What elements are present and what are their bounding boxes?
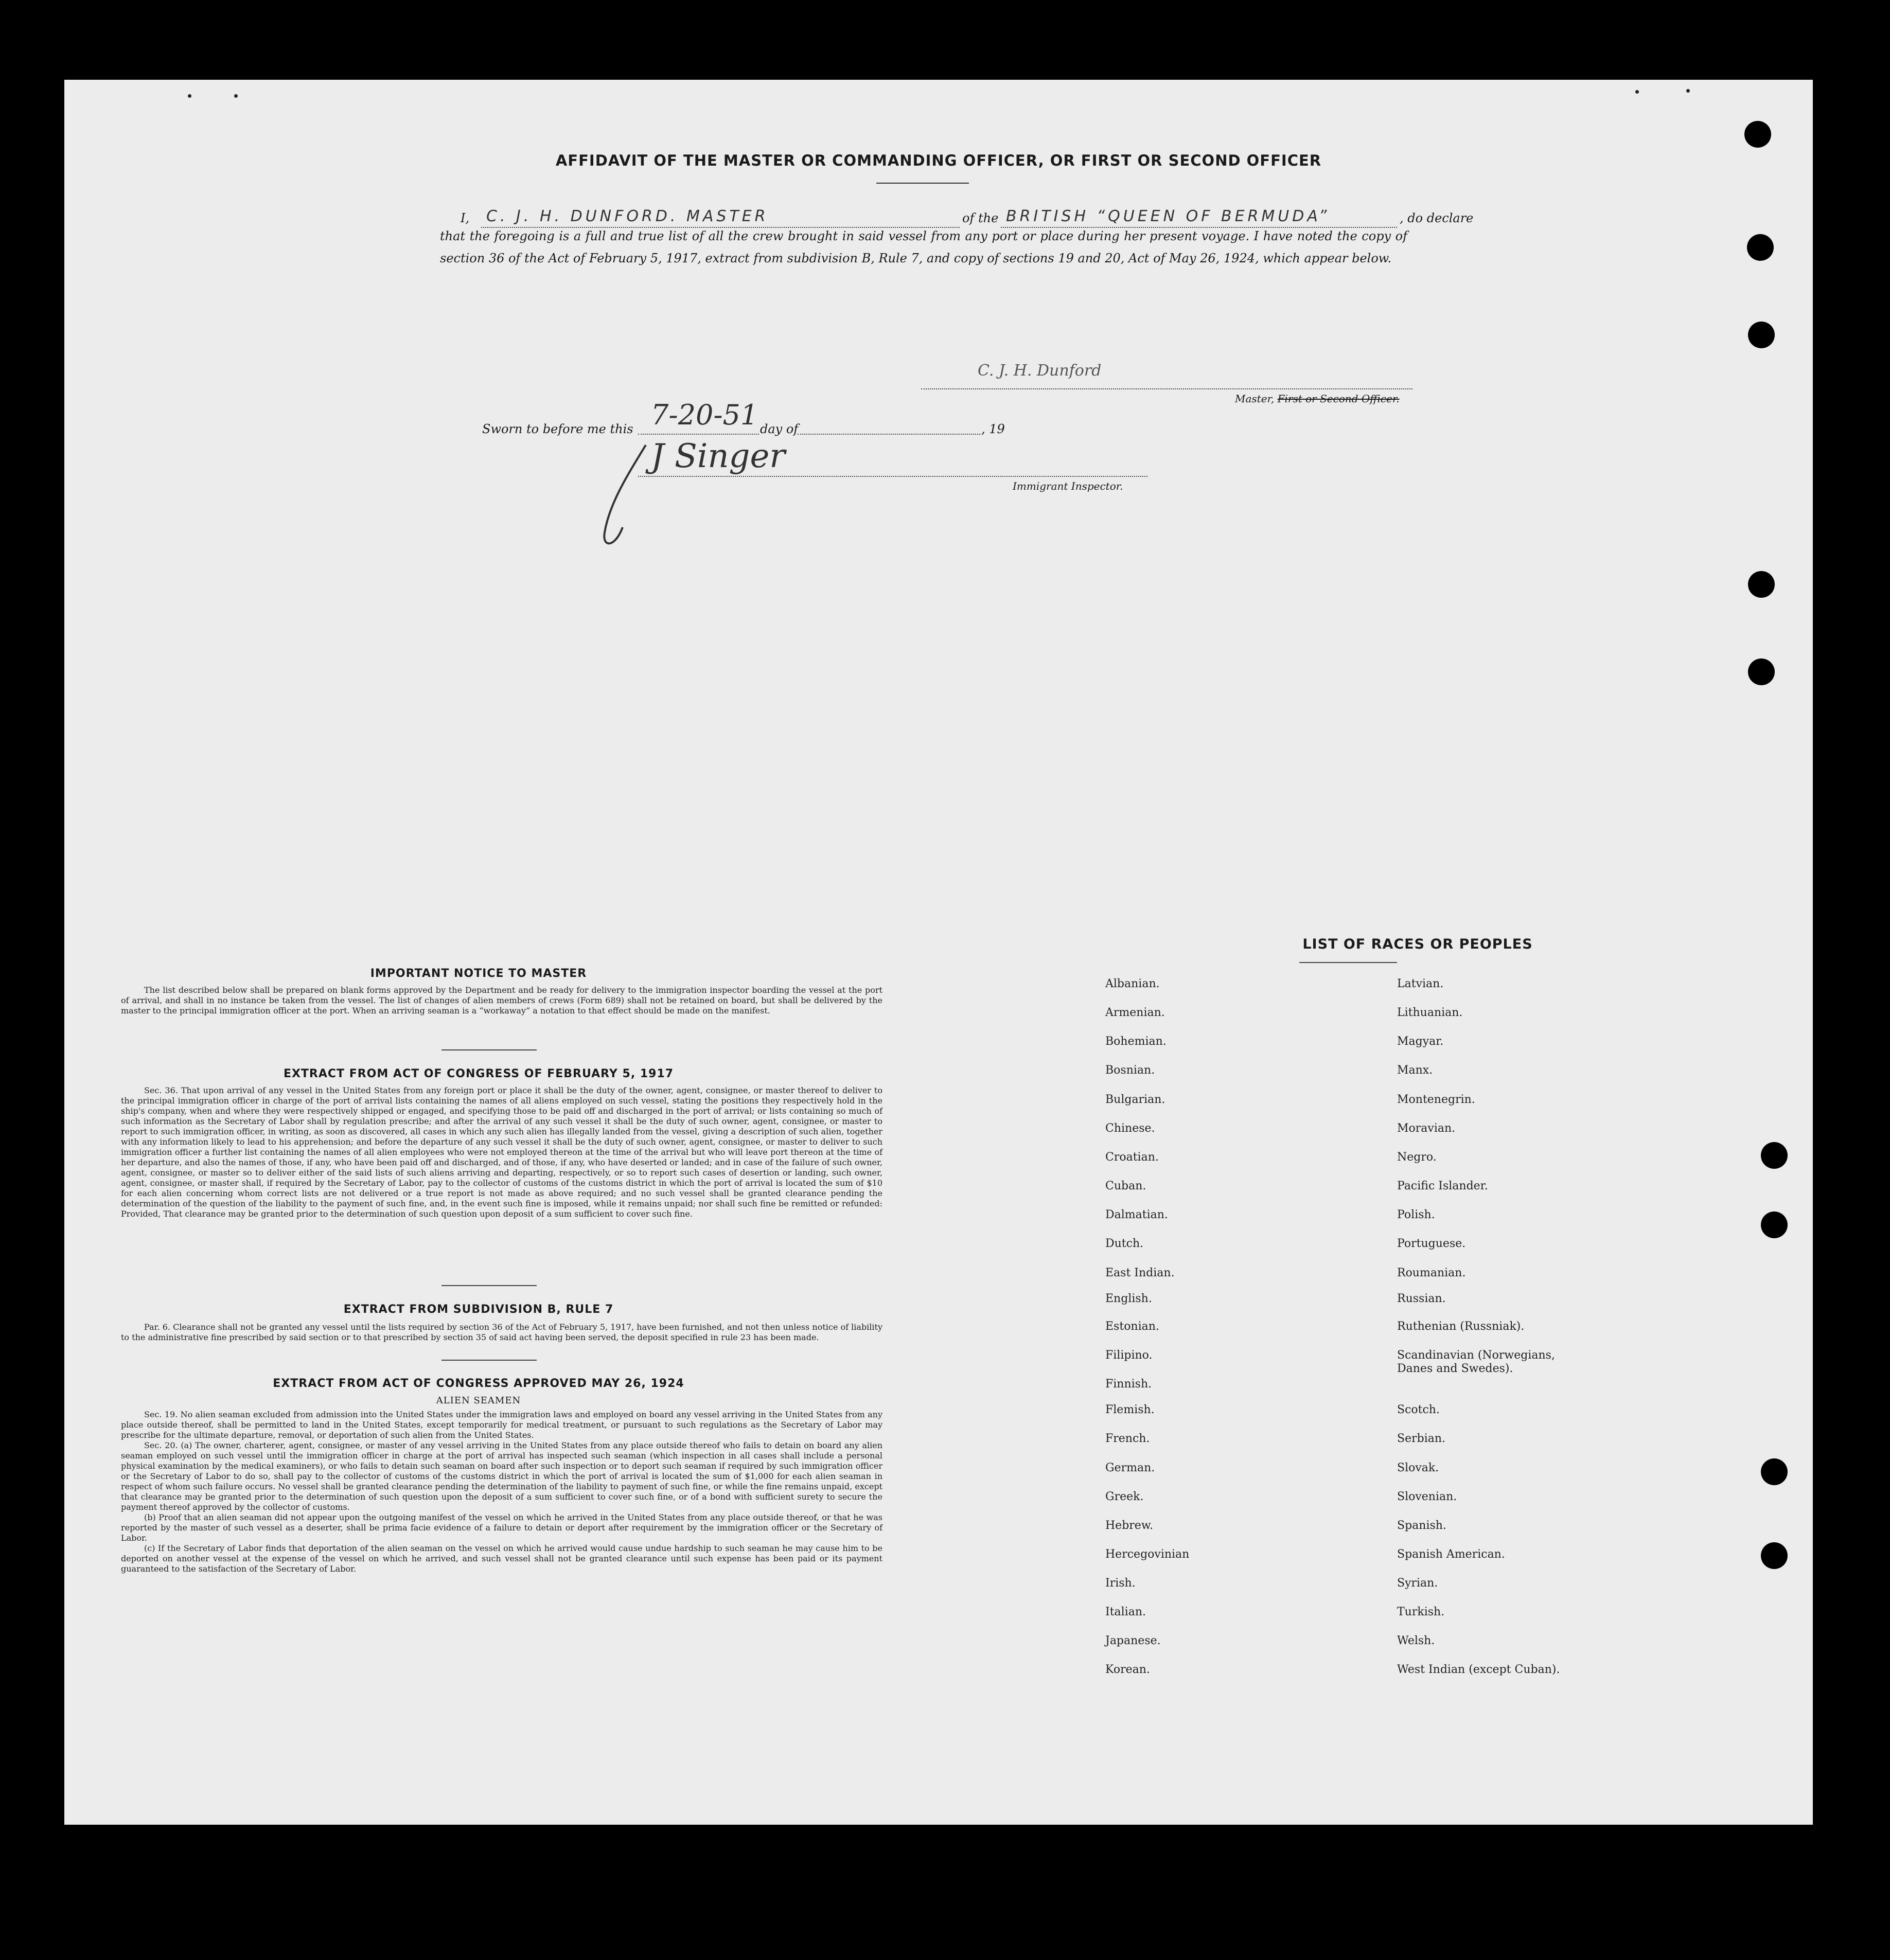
race-item: Roumanian.: [1397, 1267, 1466, 1279]
punch-hole: [1748, 322, 1775, 348]
punch-hole: [1747, 234, 1774, 261]
race-item: Ruthenian (Russniak).: [1397, 1320, 1525, 1333]
vessel-name-handwritten: BRITISH “QUEEN OF BERMUDA”: [1006, 207, 1330, 225]
race-item: English.: [1105, 1292, 1152, 1305]
rule-7-block: [121, 1322, 882, 1343]
notice-text-block: [121, 985, 882, 1016]
race-item: German.: [1105, 1462, 1155, 1474]
act-1924-sec-20b: (b) Proof that an alien seaman did not appear upon the outgoing manifest of the vessel on which he arrived in the United States from any place outside thereof, or that he was reported by the master of such vessel as a deserter, shall be prima facie evidence of a failure to detain or deport after requirement by the immigration officer or the Secretary of Labor.: [121, 1512, 882, 1543]
section-rule: [441, 1049, 537, 1050]
punch-hole: [1748, 571, 1775, 598]
inspector-caption: Immigrant Inspector.: [1013, 480, 1123, 492]
race-item: Lithuanian.: [1397, 1006, 1463, 1019]
race-item: Serbian.: [1397, 1432, 1446, 1445]
rule-7-text: Par. 6. Clearance shall not be granted any vessel until the lists required by section 36 of the Act of February 5, 1917, have been furnished, and not then unless notice of liability to the administrative fine prescribed by said section or to that prescribed by section 35 of said act having been served, the deposit specified in rule 23 has been made.: [121, 1322, 882, 1342]
day-of-label: day of: [760, 422, 799, 436]
sworn-date-handwritten: 7-20-51: [651, 399, 758, 431]
master-caption-struck: First or Second Officer.: [1277, 393, 1400, 405]
master-name-handwritten: C. J. H. DUNFORD. MASTER: [486, 207, 769, 225]
of-the-label: of the: [962, 211, 999, 225]
i-label: I,: [461, 211, 470, 225]
section-rule: [441, 1360, 537, 1361]
race-item: Scotch.: [1397, 1403, 1440, 1416]
race-item: East Indian.: [1105, 1267, 1175, 1279]
race-item: Cuban.: [1105, 1180, 1146, 1192]
rule-7-heading: EXTRACT FROM SUBDIVISION B, RULE 7: [343, 1303, 614, 1316]
signature-flourish: [594, 440, 651, 553]
speck: [188, 94, 191, 98]
race-item: Japanese.: [1105, 1634, 1161, 1647]
race-item: Magyar.: [1397, 1035, 1444, 1048]
race-item: Flemish.: [1105, 1403, 1155, 1416]
race-item: Syrian.: [1397, 1577, 1438, 1590]
sworn-label: Sworn to before me this: [482, 422, 633, 436]
race-item: Dutch.: [1105, 1237, 1144, 1250]
act-1924-heading: EXTRACT FROM ACT OF CONGRESS APPROVED MAY 26, 1924: [273, 1377, 684, 1390]
race-item: Finnish.: [1105, 1378, 1152, 1391]
race-item: French.: [1105, 1432, 1150, 1445]
race-item: Croatian.: [1105, 1151, 1159, 1164]
race-item: Latvian.: [1397, 977, 1444, 990]
sworn-date-field: [638, 399, 759, 435]
race-item: West Indian (except Cuban).: [1397, 1663, 1560, 1676]
act-1924-block: [121, 1410, 882, 1574]
inspector-signature-line: [638, 437, 1147, 477]
master-signature-line: [921, 358, 1412, 389]
declaration-text: that the foregoing is a full and true list of all the crew brought in said vessel from any port or place during her present voyage. I have noted the copy of section 36 of the Act of February 5, 1917, extract from subdivision B, Rule 7, and copy of sections 19 and 20, Act of May 26, 1924, which appear below.: [440, 229, 1407, 265]
race-item: Bosnian.: [1105, 1064, 1155, 1077]
race-item: Slovenian.: [1397, 1490, 1457, 1503]
race-item: Negro.: [1397, 1151, 1437, 1164]
act-1924-sec-19: Sec. 19. No alien seaman excluded from admission into the United States under the immigration laws and employed on board any vessel arriving in the United States from any place outside thereof, shall be permitted to land in the United States, except temporarily for medical treatment, or pursuant to such regulations as the Secretary of Labor may prescribe for the ultimate departure, removal, or deportation of such alien from the United States.: [121, 1410, 882, 1440]
master-name-field: [481, 207, 960, 228]
race-item: Hercegovinian: [1105, 1548, 1190, 1561]
speck: [234, 94, 238, 98]
act-1917-text: Sec. 36. That upon arrival of any vessel in the United States from any foreign port or place it shall be the duty of the owner, agent, consignee, or master thereof to deliver to the principal immigration officer in charge of the port of arrival lists containing the names of all aliens employed on such vessel, stating the positions they respectively hold in the ship's company, when and where they were respectively shipped or engaged, and specifying those to be paid off and discharged in the port of arrival; or lists containing so much of such information as the Secretary of Labor shall by regulation prescribe; and after the arrival of any such vessel it shall be the duty of such owner, agent, consignee, or master to report to such immigration officer, in writing, as soon as discovered, all cases in which any such alien has illegally landed from the vessel, giving a description of such alien, together with any information likely to lead to his apprehension; and before the departure of any such vessel it shall be the duty of such owner, agent, consignee, or master to deliver to such immigration officer a further list containing the names of all alien employees who were not employed thereon at the time of the arrival but who will leave port thereon at the time of her departure, and also the names of those, if any, who have been paid off and discharged, and of those, if any, who have deserted or landed; and in case of the failure of such owner, agent, consignee, or master so to deliver either of the said lists of such aliens arriving and departing, respectively, or so to report such cases of desertion or landing, such owner, agent, consignee, or master shall, if required by the Secretary of Labor, pay to the collector of customs of the customs district in which the port of arrival is located the sum of $10 for each alien concerning whom correct lists are not delivered or a true report is not made as above required; and no such vessel shall be granted clearance pending the determination of the question of the liability to the payment of such fine, and, in the event such fine is imposed, while it remains unpaid; nor shall such fine be remitted or refunded: Provided, That clearance may be granted prior to the determination of such question upon deposit of a sum sufficient to cover such fine.: [121, 1085, 882, 1219]
act-1917-heading: EXTRACT FROM ACT OF CONGRESS OF FEBRUARY 5, 1917: [283, 1067, 674, 1080]
act-1924-sec-20a: Sec. 20. (a) The owner, charterer, agent, consignee, or master of any vessel arriving in the United States from any place outside thereof who fails to detain on board any alien seaman employed on such vessel until the immigration officer in charge at the port of arrival has inspected such seaman (which inspection in all cases shall include a personal physical examination by the medical examiners), or who fails to detain such seaman on board after such inspection or to deport such seaman if required by such immigration officer or the Secretary of Labor to do so, shall pay to the collector of customs of the customs district in which the port of arrival is located the sum of $1,000 for each alien seaman in respect of whom such failure occurs. No vessel shall be granted clearance pending the determination of the liability to payment of such fine, or while the fine remains unpaid, except that clearance may be granted prior to the determination of such question upon the deposit of a sum sufficient to cover such fine, or of a bond with sufficient surety to secure the payment thereof approved by the collector of customs.: [121, 1440, 882, 1512]
punch-hole: [1761, 1542, 1788, 1569]
race-item: Chinese.: [1105, 1122, 1155, 1135]
race-item: Greek.: [1105, 1490, 1144, 1503]
notice-heading: IMPORTANT NOTICE TO MASTER: [370, 967, 587, 980]
race-item: Bulgarian.: [1105, 1093, 1165, 1106]
act-1924-subheading: ALIEN SEAMEN: [436, 1395, 521, 1406]
race-item: Bohemian.: [1105, 1035, 1167, 1048]
race-item: Moravian.: [1397, 1122, 1456, 1135]
master-caption: [1235, 393, 1400, 405]
notice-text: The list described below shall be prepared on blank forms approved by the Department and be ready for delivery to the immigration inspector boarding the vessel at the port of arrival, and shall in no instance be taken from the vessel. The list of changes of alien members of crews (Form 689) shall not be retained on board, but shall be delivered by the master to the principal immigration officer at the port. When an arriving seaman is a “workaway” a notation to that effect should be made on the manifest.: [121, 985, 882, 1015]
race-item: Russian.: [1397, 1292, 1446, 1305]
race-item: Albanian.: [1105, 977, 1160, 990]
race-item: Montenegrin.: [1397, 1093, 1475, 1106]
race-item: Dalmatian.: [1105, 1208, 1168, 1221]
race-item: Irish.: [1105, 1577, 1136, 1590]
race-item: Spanish American.: [1397, 1548, 1505, 1561]
race-item: Polish.: [1397, 1208, 1435, 1221]
speck: [1686, 89, 1690, 93]
race-item: Turkish.: [1397, 1606, 1445, 1618]
punch-hole: [1761, 1458, 1788, 1485]
vessel-name-field: [1001, 207, 1397, 228]
race-item: Welsh.: [1397, 1634, 1435, 1647]
year-label: , 19: [981, 422, 1005, 436]
race-item: Portuguese.: [1397, 1237, 1466, 1250]
do-declare-label: , do declare: [1400, 211, 1474, 225]
punch-hole: [1761, 1211, 1788, 1238]
race-item: Spanish.: [1397, 1519, 1446, 1532]
master-signature: C. J. H. Dunford: [978, 362, 1102, 380]
document-sheet: [64, 80, 1813, 1825]
race-item: Manx.: [1397, 1064, 1433, 1077]
speck: [1635, 90, 1639, 94]
inspector-signature: J Singer: [651, 437, 785, 475]
races-heading: LIST OF RACES OR PEOPLES: [1302, 936, 1533, 952]
punch-hole: [1748, 658, 1775, 685]
race-item: Korean.: [1105, 1663, 1150, 1676]
act-1917-block: [121, 1085, 882, 1219]
race-item: Armenian.: [1105, 1006, 1165, 1019]
race-item: Italian.: [1105, 1606, 1146, 1618]
race-item: Filipino.: [1105, 1349, 1153, 1362]
title-rule: [876, 183, 969, 184]
month-field: [798, 419, 980, 435]
master-caption-master: Master,: [1235, 393, 1275, 405]
punch-hole: [1761, 1142, 1788, 1169]
race-item: Pacific Islander.: [1397, 1180, 1488, 1192]
affidavit-title: AFFIDAVIT OF THE MASTER OR COMMANDING OFFICER, OR FIRST OR SECOND OFFICER: [555, 152, 1322, 169]
act-1924-sec-20c: (c) If the Secretary of Labor finds that deportation of the alien seaman on the vessel on which he arrived would cause undue hardship to such seaman he may cause him to be deported on another vessel at the expense of the vessel on which he arrived, and such vessel shall not be granted clearance until such expense has been paid or its payment guaranteed to the satisfaction of the Secretary of Labor.: [121, 1543, 882, 1574]
race-item: Hebrew.: [1105, 1519, 1154, 1532]
races-rule: [1299, 962, 1397, 963]
race-item: Scandinavian (Norwegians, Danes and Swedes).: [1397, 1349, 1555, 1375]
race-item: Estonian.: [1105, 1320, 1159, 1333]
race-item: Slovak.: [1397, 1462, 1439, 1474]
section-rule: [441, 1285, 537, 1286]
punch-hole: [1744, 121, 1771, 148]
